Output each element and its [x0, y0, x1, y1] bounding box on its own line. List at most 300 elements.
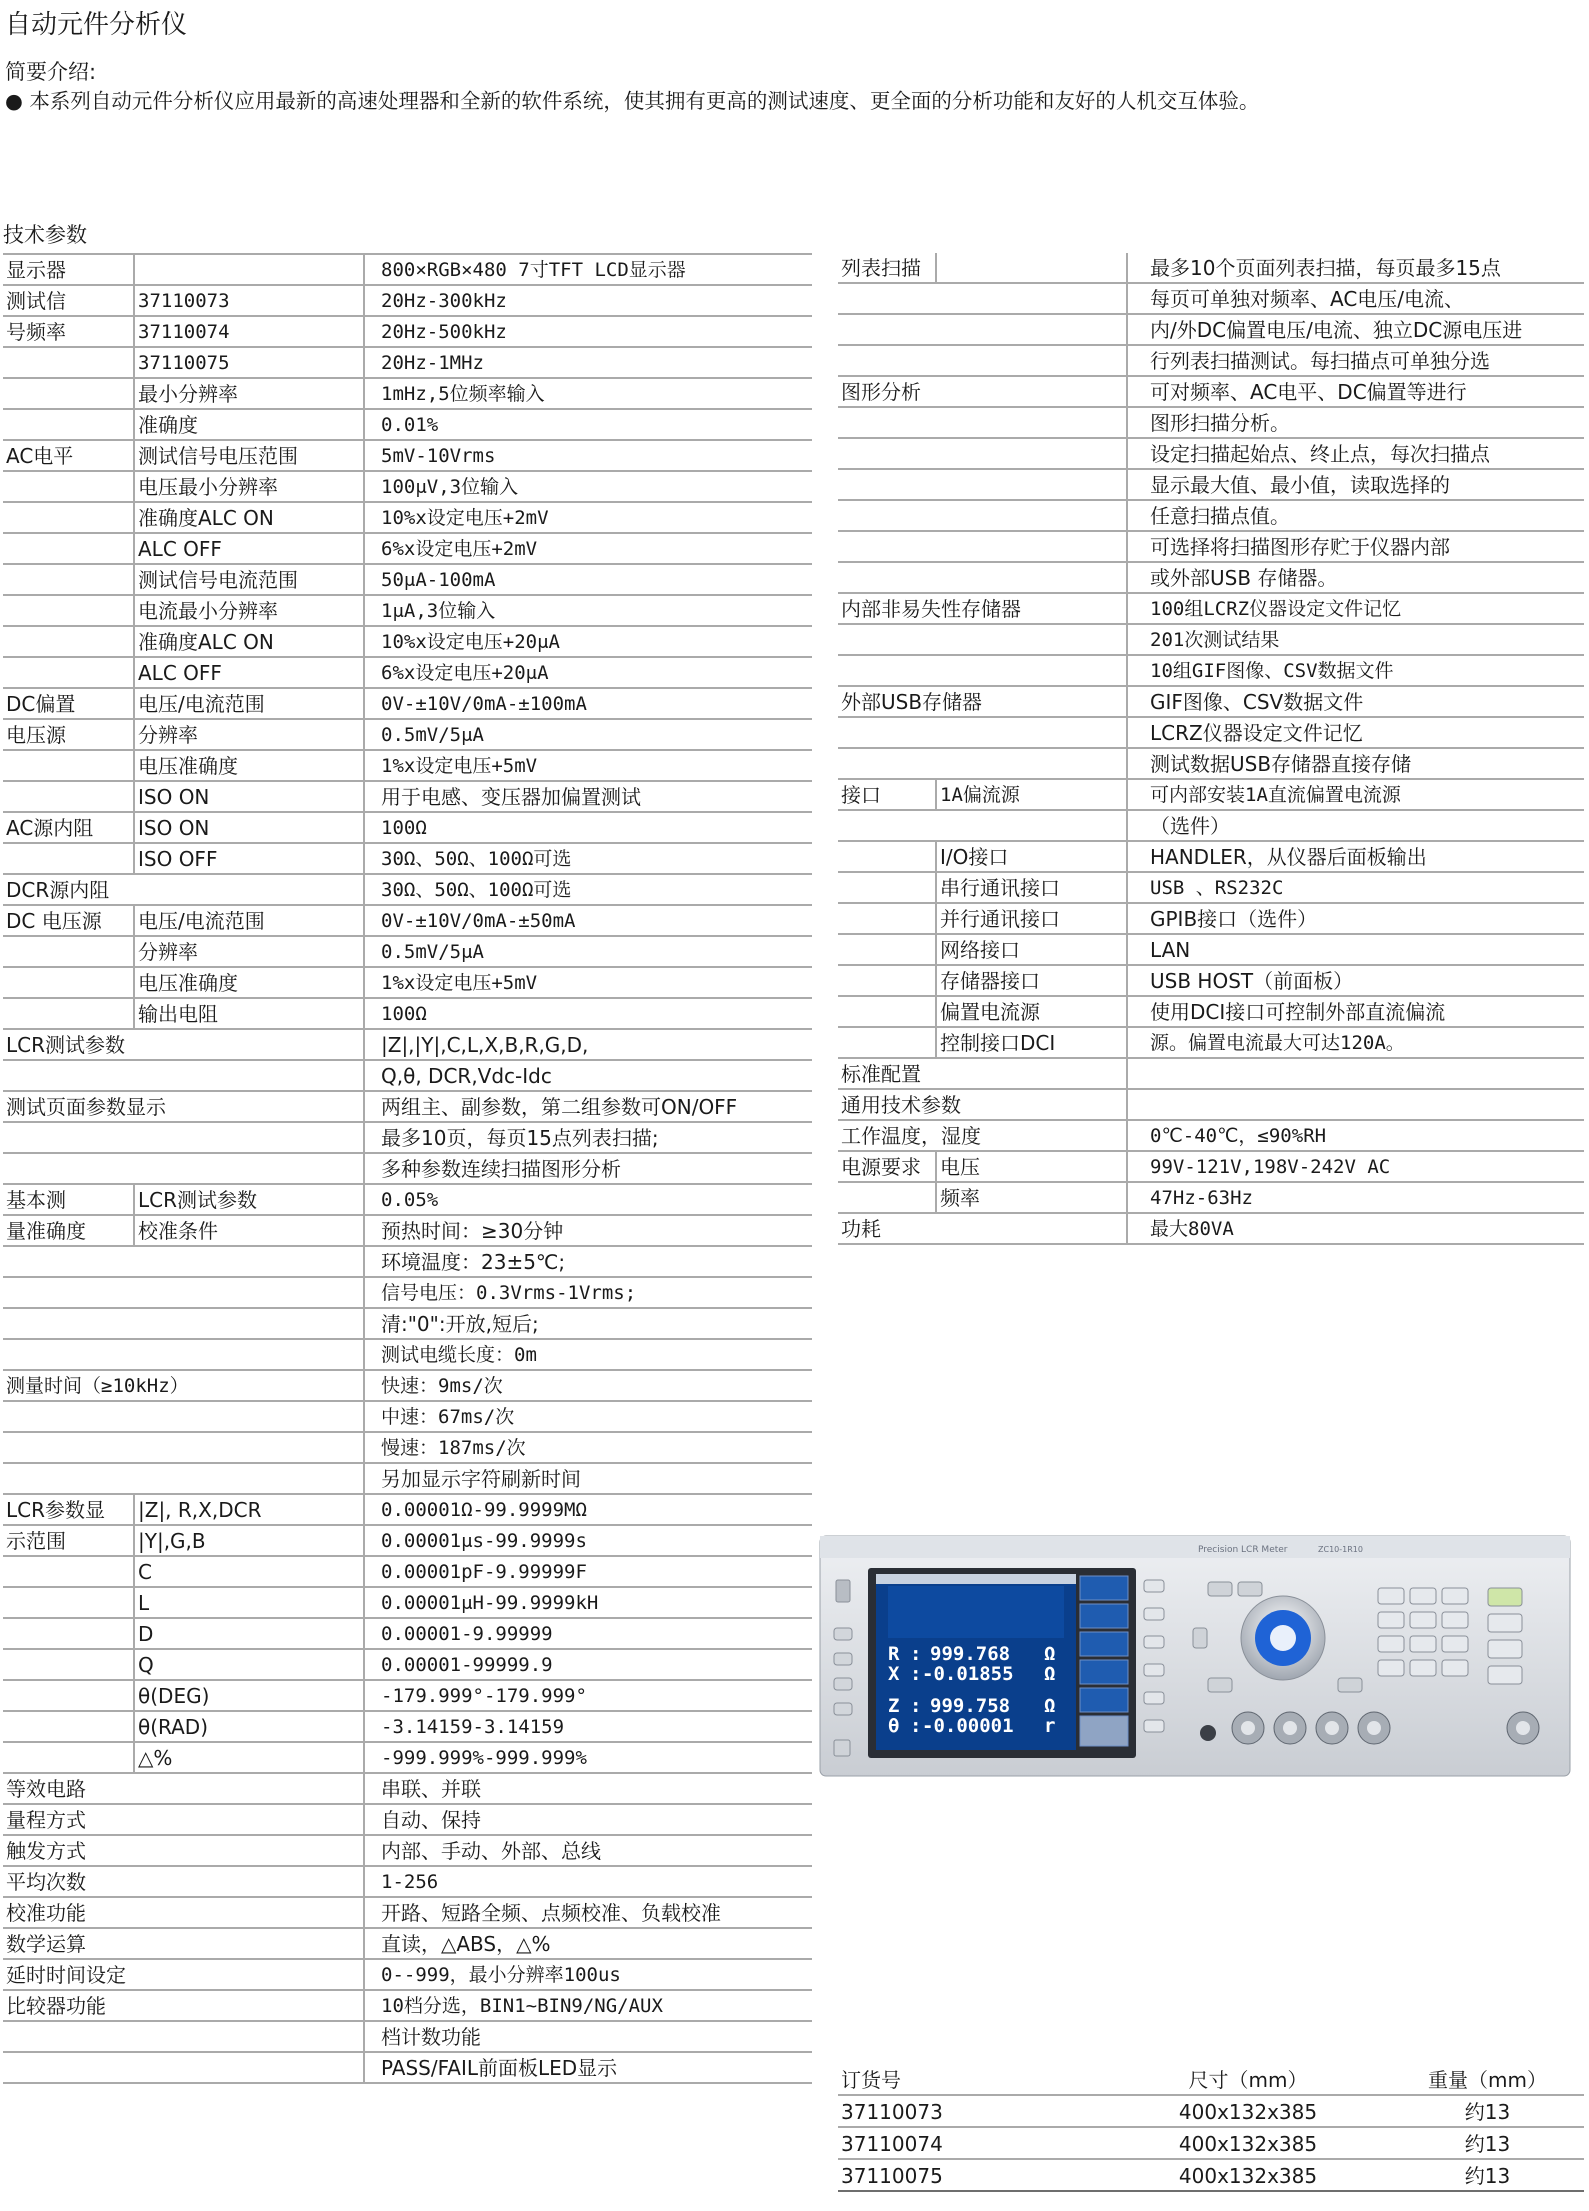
spec-label: 等效电路	[3, 1774, 365, 1805]
spec-row	[3, 317, 812, 348]
spec-row	[838, 501, 1584, 532]
spec-value: 另加显示字符刷新时间	[365, 1464, 812, 1495]
spec-value: PASS/FAIL前面板LED显示	[365, 2053, 812, 2084]
spec-sublabel: 分辨率	[135, 937, 365, 968]
spec-value: 0V-±10V/0mA-±50mA	[365, 906, 812, 937]
spec-row	[838, 811, 1584, 842]
intro-text: ● 本系列自动元件分析仪应用最新的高速处理器和全新的软件系统，使其拥有更高的测试速度、更全面的分析功能和友好的人机交互体验。	[5, 89, 1260, 113]
spec-row	[838, 1028, 1584, 1059]
spec-value: 可对频率、AC电平、DC偏置等进行	[1128, 377, 1584, 408]
spec-value: 0V-±10V/0mA-±100mA	[365, 689, 812, 720]
spec-sublabel: ALC OFF	[135, 534, 365, 565]
spec-value: 环境温度：23±5℃;	[365, 1247, 812, 1278]
spec-sublabel: 电压	[937, 1152, 1128, 1183]
svg-text::: :	[910, 1715, 922, 1737]
spec-label	[3, 1123, 365, 1154]
readout-4-unit: r	[1044, 1715, 1056, 1737]
spec-value: 800×RGB×480 7寸TFT LCD显示器	[365, 255, 812, 286]
spec-row	[838, 439, 1584, 470]
spec-sublabel: ISO ON	[135, 813, 365, 844]
spec-label: 电源要求	[838, 1152, 937, 1183]
spec-sublabel: L	[135, 1588, 365, 1619]
spec-value: 0.00001pF-9.99999F	[365, 1557, 812, 1588]
spec-value: 100Ω	[365, 999, 812, 1030]
spec-label	[3, 1557, 135, 1588]
spec-value: 用于电感、变压器加偏置测试	[365, 782, 812, 813]
spec-row	[3, 658, 812, 689]
order-part-number: 37110074	[841, 2132, 943, 2156]
spec-value: 最大80VA	[1128, 1214, 1584, 1245]
spec-row	[3, 782, 812, 813]
spec-value: 可选择将扫描图形存贮于仪器内部	[1128, 532, 1584, 563]
spec-right-spacer	[838, 217, 1584, 253]
spec-row	[838, 780, 1584, 811]
spec-value: -999.999%-999.999%	[365, 1743, 812, 1774]
spec-label	[3, 627, 135, 658]
spec-row	[838, 1090, 1584, 1121]
spec-row	[3, 596, 812, 627]
spec-row	[3, 1774, 812, 1805]
spec-row	[3, 1061, 812, 1092]
spec-row	[3, 1929, 812, 1960]
spec-sublabel: θ(DEG)	[135, 1681, 365, 1712]
order-weight: 约13	[1464, 2164, 1511, 2188]
spec-row	[3, 534, 812, 565]
spec-row	[3, 999, 812, 1030]
spec-row	[838, 687, 1584, 718]
spec-label	[3, 782, 135, 813]
spec-row	[3, 1836, 812, 1867]
spec-label	[3, 968, 135, 999]
spec-value: 图形扫描分析。	[1128, 408, 1584, 439]
spec-row	[3, 1588, 812, 1619]
spec-label	[838, 966, 937, 997]
spec-label	[3, 472, 135, 503]
spec-row	[3, 1557, 812, 1588]
spec-row	[3, 1867, 812, 1898]
spec-value: 预热时间：≥30分钟	[365, 1216, 812, 1247]
spec-sublabel	[135, 255, 365, 286]
spec-label	[838, 625, 1128, 656]
spec-label	[3, 1309, 365, 1340]
spec-label: 比较器功能	[3, 1991, 365, 2022]
spec-row	[3, 1495, 812, 1526]
spec-row	[3, 937, 812, 968]
spec-label: 测试信	[3, 286, 135, 317]
order-part-number: 37110073	[841, 2100, 943, 2124]
spec-label	[838, 656, 1128, 687]
spec-label	[3, 348, 135, 379]
spec-label	[838, 532, 1128, 563]
spec-label	[838, 501, 1128, 532]
readout-3-symbol: Z	[888, 1695, 900, 1717]
spec-sublabel: 最小分辨率	[135, 379, 365, 410]
spec-value: 47Hz-63Hz	[1128, 1183, 1584, 1214]
spec-label	[3, 1619, 135, 1650]
spec-value: 10档分选，BIN1~BIN9/NG/AUX	[365, 1991, 812, 2022]
readout-1-value: 999.768	[930, 1643, 1011, 1665]
spec-sublabel: 存储器接口	[937, 966, 1128, 997]
spec-label: DC偏置	[3, 689, 135, 720]
spec-row	[3, 1030, 812, 1061]
spec-row	[838, 718, 1584, 749]
spec-row	[838, 935, 1584, 966]
spec-row	[3, 379, 812, 410]
spec-row	[3, 2053, 812, 2084]
spec-label: 测试页面参数显示	[3, 1092, 365, 1123]
spec-value: 10组GIF图像、CSV数据文件	[1128, 656, 1584, 687]
spec-row	[838, 625, 1584, 656]
spec-value: -179.999°-179.999°	[365, 1681, 812, 1712]
spec-row	[3, 1154, 812, 1185]
spec-row	[3, 751, 812, 782]
spec-label: 基本测	[3, 1185, 135, 1216]
spec-row	[3, 813, 812, 844]
readout-1-symbol: R	[888, 1643, 900, 1665]
spec-sublabel: 分辨率	[135, 720, 365, 751]
spec-row	[3, 1681, 812, 1712]
spec-sublabel: 电压准确度	[135, 751, 365, 782]
spec-label	[3, 596, 135, 627]
spec-value: 0.00001-99999.9	[365, 1650, 812, 1681]
spec-value: 100Ω	[365, 813, 812, 844]
spec-row	[838, 284, 1584, 315]
spec-value: 0.5mV/5μA	[365, 937, 812, 968]
spec-sublabel: C	[135, 1557, 365, 1588]
spec-row	[838, 1183, 1584, 1214]
spec-row	[3, 1340, 812, 1371]
spec-right-body	[838, 253, 1584, 1245]
spec-row	[3, 441, 812, 472]
spec-value: 10%x设定电压+20μA	[365, 627, 812, 658]
spec-sublabel: 并行通讯接口	[937, 904, 1128, 935]
spec-label	[3, 1712, 135, 1743]
spec-value: 10%x设定电压+2mV	[365, 503, 812, 534]
spec-label	[3, 1247, 365, 1278]
spec-sublabel: 电压/电流范围	[135, 689, 365, 720]
spec-table-right	[838, 217, 1584, 1245]
spec-row	[3, 875, 812, 906]
readout-2-symbol: X	[888, 1663, 900, 1685]
spec-label: 号频率	[3, 317, 135, 348]
model-label: ZC10-1R10	[1318, 1545, 1363, 1554]
spec-label: 平均次数	[3, 1867, 365, 1898]
spec-value: 0.00001-9.99999	[365, 1619, 812, 1650]
spec-value: 可内部安装1A直流偏置电流源	[1128, 780, 1584, 811]
spec-value: LCRZ仪器设定文件记忆	[1128, 718, 1584, 749]
spec-value: 0.05%	[365, 1185, 812, 1216]
spec-label: 接口	[838, 780, 937, 811]
spec-row	[3, 410, 812, 441]
spec-label	[838, 811, 1128, 842]
spec-value	[1128, 1090, 1584, 1121]
page-title: 自动元件分析仪	[5, 10, 188, 40]
spec-row	[3, 503, 812, 534]
readout-3-value: 999.758	[930, 1695, 1011, 1717]
spec-value: LAN	[1128, 935, 1584, 966]
spec-value: 1mHz,5位频率输入	[365, 379, 812, 410]
readout-2-value: -0.01855	[922, 1663, 1014, 1685]
spec-value: USB 、RS232C	[1128, 873, 1584, 904]
spec-value: 每页可单独对频率、AC电压/电流、	[1128, 284, 1584, 315]
spec-sublabel: 电流最小分辨率	[135, 596, 365, 627]
spec-value: USB HOST（前面板）	[1128, 966, 1584, 997]
spec-row	[3, 1433, 812, 1464]
order-weight: 约13	[1464, 2132, 1511, 2156]
spec-row	[838, 377, 1584, 408]
spec-table-left	[3, 217, 812, 2084]
spec-row	[838, 966, 1584, 997]
brand-label: Precision LCR Meter	[1198, 1545, 1288, 1555]
spec-value: 5mV-10Vrms	[365, 441, 812, 472]
spec-sublabel: θ(RAD)	[135, 1712, 365, 1743]
spec-sublabel: ISO OFF	[135, 844, 365, 875]
spec-sublabel: 偏置电流源	[937, 997, 1128, 1028]
intro-heading: 简要介绍:	[5, 60, 97, 84]
readout-4-symbol: θ	[888, 1715, 900, 1737]
spec-value: 任意扫描点值。	[1128, 501, 1584, 532]
spec-row	[3, 1743, 812, 1774]
spec-sublabel: ISO ON	[135, 782, 365, 813]
spec-label: LCR测试参数	[3, 1030, 365, 1061]
spec-sublabel: 校准条件	[135, 1216, 365, 1247]
spec-value: 慢速：187ms/次	[365, 1433, 812, 1464]
readout-1-unit: Ω	[1044, 1643, 1056, 1665]
spec-label	[838, 842, 937, 873]
spec-value: GPIB接口（选件）	[1128, 904, 1584, 935]
spec-sublabel: 准确度	[135, 410, 365, 441]
order-header-weight: 重量（mm）	[1428, 2068, 1547, 2092]
spec-label	[3, 844, 135, 875]
spec-row	[3, 689, 812, 720]
spec-label	[3, 1588, 135, 1619]
spec-label: 列表扫描	[838, 253, 937, 284]
order-header-size: 尺寸（mm）	[1188, 2068, 1308, 2092]
spec-sublabel: 控制接口DCI	[937, 1028, 1128, 1059]
spec-row	[838, 253, 1584, 284]
order-size: 400x132x385	[1178, 2132, 1318, 2156]
spec-row	[3, 1619, 812, 1650]
spec-label	[838, 284, 1128, 315]
spec-row	[3, 1712, 812, 1743]
spec-row	[3, 1185, 812, 1216]
spec-row	[3, 2022, 812, 2053]
svg-text::: :	[910, 1695, 922, 1717]
spec-label	[838, 470, 1128, 501]
spec-row	[3, 1371, 812, 1402]
spec-label: 数学运算	[3, 1929, 365, 1960]
spec-label: 外部USB存储器	[838, 687, 1128, 718]
spec-value: 测试电缆长度：0m	[365, 1340, 812, 1371]
spec-label	[3, 565, 135, 596]
spec-sublabel: 1A偏流源	[937, 780, 1128, 811]
spec-row	[3, 1991, 812, 2022]
spec-value: 30Ω、50Ω、100Ω可选	[365, 844, 812, 875]
spec-value: 20Hz-300kHz	[365, 286, 812, 317]
spec-row	[838, 1152, 1584, 1183]
spec-sublabel	[937, 253, 1128, 284]
spec-label	[3, 2053, 365, 2084]
spec-value: 信号电压：0.3Vrms-1Vrms;	[365, 1278, 812, 1309]
order-size: 400x132x385	[1178, 2164, 1318, 2188]
spec-label: 校准功能	[3, 1898, 365, 1929]
spec-label	[3, 534, 135, 565]
spec-row	[3, 1464, 812, 1495]
spec-value: HANDLER，从仪器后面板输出	[1128, 842, 1584, 873]
spec-label	[838, 439, 1128, 470]
readout-2-unit: Ω	[1044, 1663, 1056, 1685]
spec-label: 示范围	[3, 1526, 135, 1557]
spec-label: 延时时间设定	[3, 1960, 365, 1991]
spec-sublabel: 37110073	[135, 286, 365, 317]
spec-sublabel: 电压最小分辨率	[135, 472, 365, 503]
spec-row	[838, 997, 1584, 1028]
spec-sublabel: |Y|,G,B	[135, 1526, 365, 1557]
spec-value: 使用DCI接口可控制外部直流偏流	[1128, 997, 1584, 1028]
order-row	[838, 2096, 1584, 2128]
spec-value: |Z|,|Y|,C,L,X,B,R,G,D,	[365, 1030, 812, 1061]
spec-label	[838, 563, 1128, 594]
spec-value: 开路、短路全频、点频校准、负载校准	[365, 1898, 812, 1929]
spec-label	[3, 2022, 365, 2053]
spec-value: 6%x设定电压+20μA	[365, 658, 812, 689]
spec-value: 20Hz-500kHz	[365, 317, 812, 348]
spec-sublabel: D	[135, 1619, 365, 1650]
spec-row	[3, 255, 812, 286]
spec-label: 显示器	[3, 255, 135, 286]
spec-left-body	[3, 255, 812, 2084]
spec-value: 100组LCRZ仪器设定文件记忆	[1128, 594, 1584, 625]
spec-label	[838, 935, 937, 966]
spec-value: 0.5mV/5μA	[365, 720, 812, 751]
spec-label	[3, 1061, 365, 1092]
spec-label	[838, 408, 1128, 439]
spec-row	[3, 1402, 812, 1433]
spec-value: 串联、并联	[365, 1774, 812, 1805]
spec-value: 50μA-100mA	[365, 565, 812, 596]
spec-row	[838, 563, 1584, 594]
spec-label	[3, 379, 135, 410]
spec-row	[838, 408, 1584, 439]
spec-label: DC 电压源	[3, 906, 135, 937]
spec-label	[3, 937, 135, 968]
spec-value: （选件）	[1128, 811, 1584, 842]
spec-label	[3, 658, 135, 689]
spec-row	[3, 627, 812, 658]
spec-label: 标准配置	[838, 1059, 1128, 1090]
spec-value: 多种参数连续扫描图形分析	[365, 1154, 812, 1185]
spec-value: 0.00001μs-99.9999s	[365, 1526, 812, 1557]
spec-label: 量程方式	[3, 1805, 365, 1836]
spec-row	[3, 1650, 812, 1681]
spec-row	[3, 1805, 812, 1836]
spec-row	[3, 906, 812, 937]
order-header-row	[838, 2064, 1584, 2096]
spec-sublabel: 输出电阻	[135, 999, 365, 1030]
spec-value: GIF图像、CSV数据文件	[1128, 687, 1584, 718]
spec-label	[838, 1028, 937, 1059]
spec-label: 图形分析	[838, 377, 1128, 408]
spec-label	[3, 1681, 135, 1712]
spec-value: 两组主、副参数，第二组参数可ON/OFF	[365, 1092, 812, 1123]
spec-label: AC源内阻	[3, 813, 135, 844]
spec-row	[3, 286, 812, 317]
spec-value: 99V-121V,198V-242V AC	[1128, 1152, 1584, 1183]
spec-sublabel: 串行通讯接口	[937, 873, 1128, 904]
spec-value: 行列表扫描测试。每扫描点可单独分选	[1128, 346, 1584, 377]
order-part-number: 37110075	[841, 2164, 943, 2188]
spec-label	[838, 904, 937, 935]
spec-label	[838, 873, 937, 904]
spec-value: 清:"0":开放,短后;	[365, 1309, 812, 1340]
spec-value: 1%x设定电压+5mV	[365, 968, 812, 999]
spec-value	[1128, 1059, 1584, 1090]
spec-row	[3, 1216, 812, 1247]
spec-value: 内/外DC偏置电压/电流、独立DC源电压进	[1128, 315, 1584, 346]
spec-sublabel: 准确度ALC ON	[135, 627, 365, 658]
spec-row	[838, 656, 1584, 687]
spec-row	[3, 1898, 812, 1929]
spec-section-title: 技术参数	[3, 217, 812, 255]
instrument-photo	[818, 1528, 1573, 1783]
spec-sublabel: 准确度ALC ON	[135, 503, 365, 534]
spec-label: AC电平	[3, 441, 135, 472]
spec-sublabel: △%	[135, 1743, 365, 1774]
spec-label: LCR参数显	[3, 1495, 135, 1526]
spec-row	[3, 1278, 812, 1309]
spec-value: 自动、保持	[365, 1805, 812, 1836]
spec-label	[838, 315, 1128, 346]
spec-label: 通用技术参数	[838, 1090, 1128, 1121]
spec-sublabel: 电压/电流范围	[135, 906, 365, 937]
spec-value: 1-256	[365, 1867, 812, 1898]
spec-row	[3, 472, 812, 503]
order-size: 400x132x385	[1178, 2100, 1318, 2124]
svg-text::: :	[910, 1643, 922, 1665]
spec-label: DCR源内阻	[3, 875, 365, 906]
spec-value: 0--999，最小分辨率100us	[365, 1960, 812, 1991]
spec-sublabel: 测试信号电流范围	[135, 565, 365, 596]
spec-row	[3, 1960, 812, 1991]
spec-value: 1μA,3位输入	[365, 596, 812, 627]
spec-value: 设定扫描起始点、终止点，每次扫描点	[1128, 439, 1584, 470]
spec-label: 电压源	[3, 720, 135, 751]
spec-value: 0.01%	[365, 410, 812, 441]
spec-row	[838, 315, 1584, 346]
spec-row	[3, 844, 812, 875]
spec-value: 内部、手动、外部、总线	[365, 1836, 812, 1867]
spec-sublabel: 37110074	[135, 317, 365, 348]
spec-value: 显示最大值、最小值，读取选择的	[1128, 470, 1584, 501]
spec-row	[3, 348, 812, 379]
spec-label	[3, 999, 135, 1030]
order-row	[838, 2128, 1584, 2160]
spec-value: 100μV,3位输入	[365, 472, 812, 503]
spec-label	[3, 1464, 365, 1495]
spec-value: 最多10个页面列表扫描，每页最多15点	[1128, 253, 1584, 284]
spec-sublabel: 测试信号电压范围	[135, 441, 365, 472]
spec-row	[838, 1121, 1584, 1152]
spec-label	[3, 751, 135, 782]
spec-value: 源。偏置电流最大可达120A。	[1128, 1028, 1584, 1059]
spec-value: 最多10页，每页15点列表扫描;	[365, 1123, 812, 1154]
spec-row	[3, 968, 812, 999]
spec-value: 中速：67ms/次	[365, 1402, 812, 1433]
spec-label	[3, 503, 135, 534]
order-row	[838, 2160, 1584, 2192]
spec-label	[838, 346, 1128, 377]
order-table	[838, 2064, 1584, 2192]
